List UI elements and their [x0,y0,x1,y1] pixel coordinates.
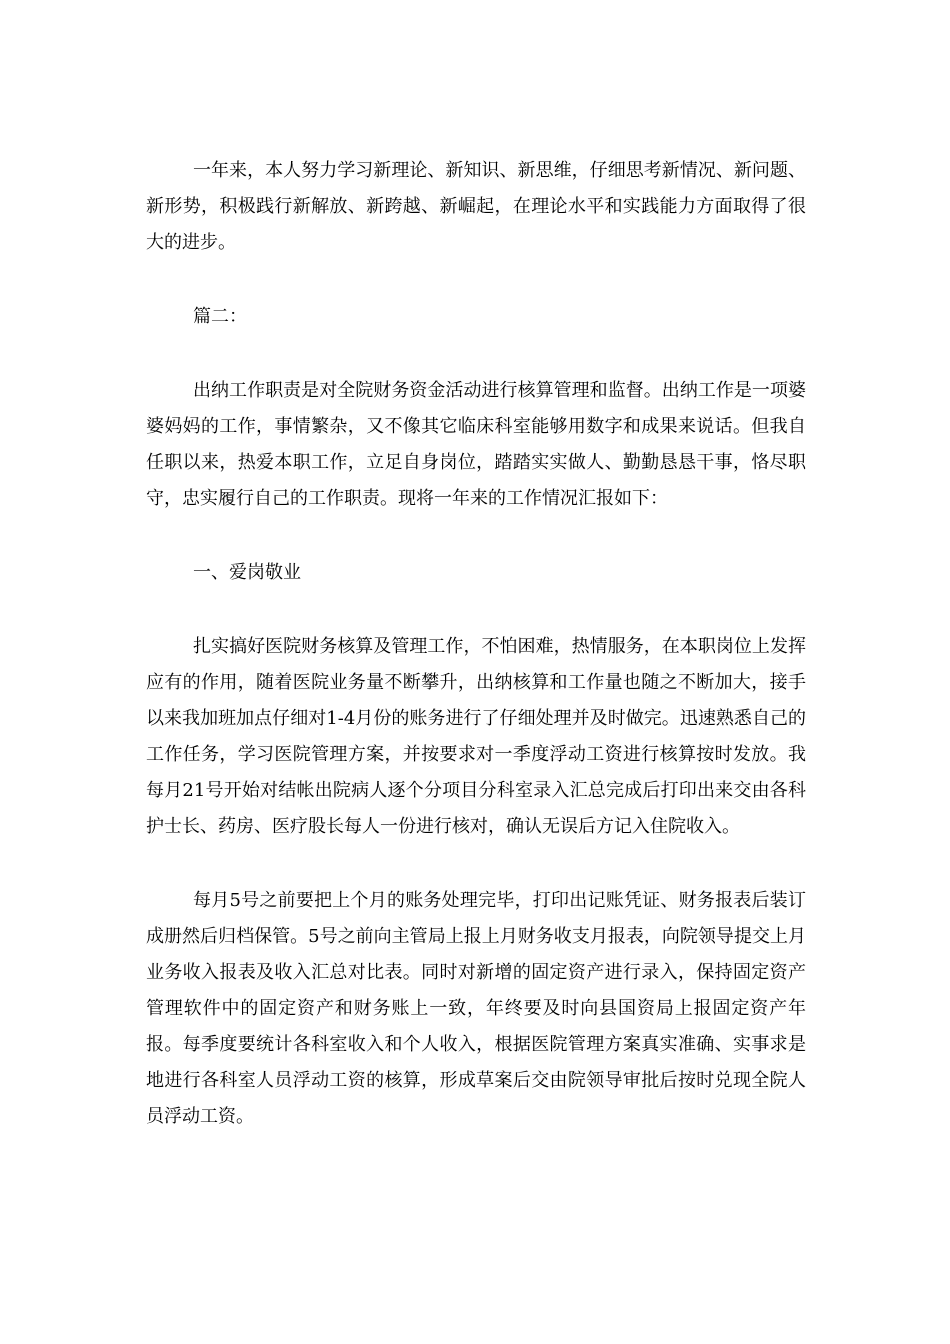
section-heading-dedication: 一、爱岗敬业 [193,562,301,583]
document-body [146,153,806,1135]
paragraph-intro: 一年来，本人努力学习新理论、新知识、新思维，仔细思考新情况、新问题、新形势，积极践行新解放、新跨越、新崛起，在理论水平和实践能力方面取得了很大的进步。 [146,160,806,253]
section-heading-part-two: 篇二： [193,306,247,327]
paragraph-accounting-work: 扎实搞好医院财务核算及管理工作，不怕困难，热情服务，在本职岗位上发挥应有的作用，随着医院业务量不断攀升，出纳核算和工作量也随之不断加大，接手以来我加班加点仔细对1-4月份的账务进行了仔细处理并及时做完。迅速熟悉自己的工作任务，学习医院管理方案，并按要求对一季度浮动工资进行核算按时发放。我每月21号开始对结帐出院病人逐个分项目分科室录入汇总完成后打印出来交由各科护士长、药房、医疗股长每人一份进行核对，确认无误后方记入住院收入。 [146,636,806,837]
paragraph-monthly-tasks: 每月5号之前要把上个月的账务处理完毕，打印出记账凭证、财务报表后装订成册然后归档保管。5号之前向主管局上报上月财务收支月报表，向院领导提交上月业务收入报表及收入汇总对比表。同时对新增的固定资产进行录入，保持固定资产管理软件中的固定资产和财务账上一致，年终要及时向县国资局上报固定资产年报。每季度要统计各科室收入和个人收入，根据医院管理方案真实准确、实事求是地进行各科室人员浮动工资的核算，形成草案后交由院领导审批后按时兑现全院人员浮动工资。 [146,890,806,1127]
paragraph-cashier-duties: 出纳工作职责是对全院财务资金活动进行核算管理和监督。出纳工作是一项婆婆妈妈的工作，事情繁杂，又不像其它临床科室能够用数字和成果来说话。但我自任职以来，热爱本职工作，立足自身岗位，踏踏实实做人、勤勤恳恳干事，恪尽职守，忠实履行自己的工作职责。现将一年来的工作情况汇报如下： [146,380,806,509]
